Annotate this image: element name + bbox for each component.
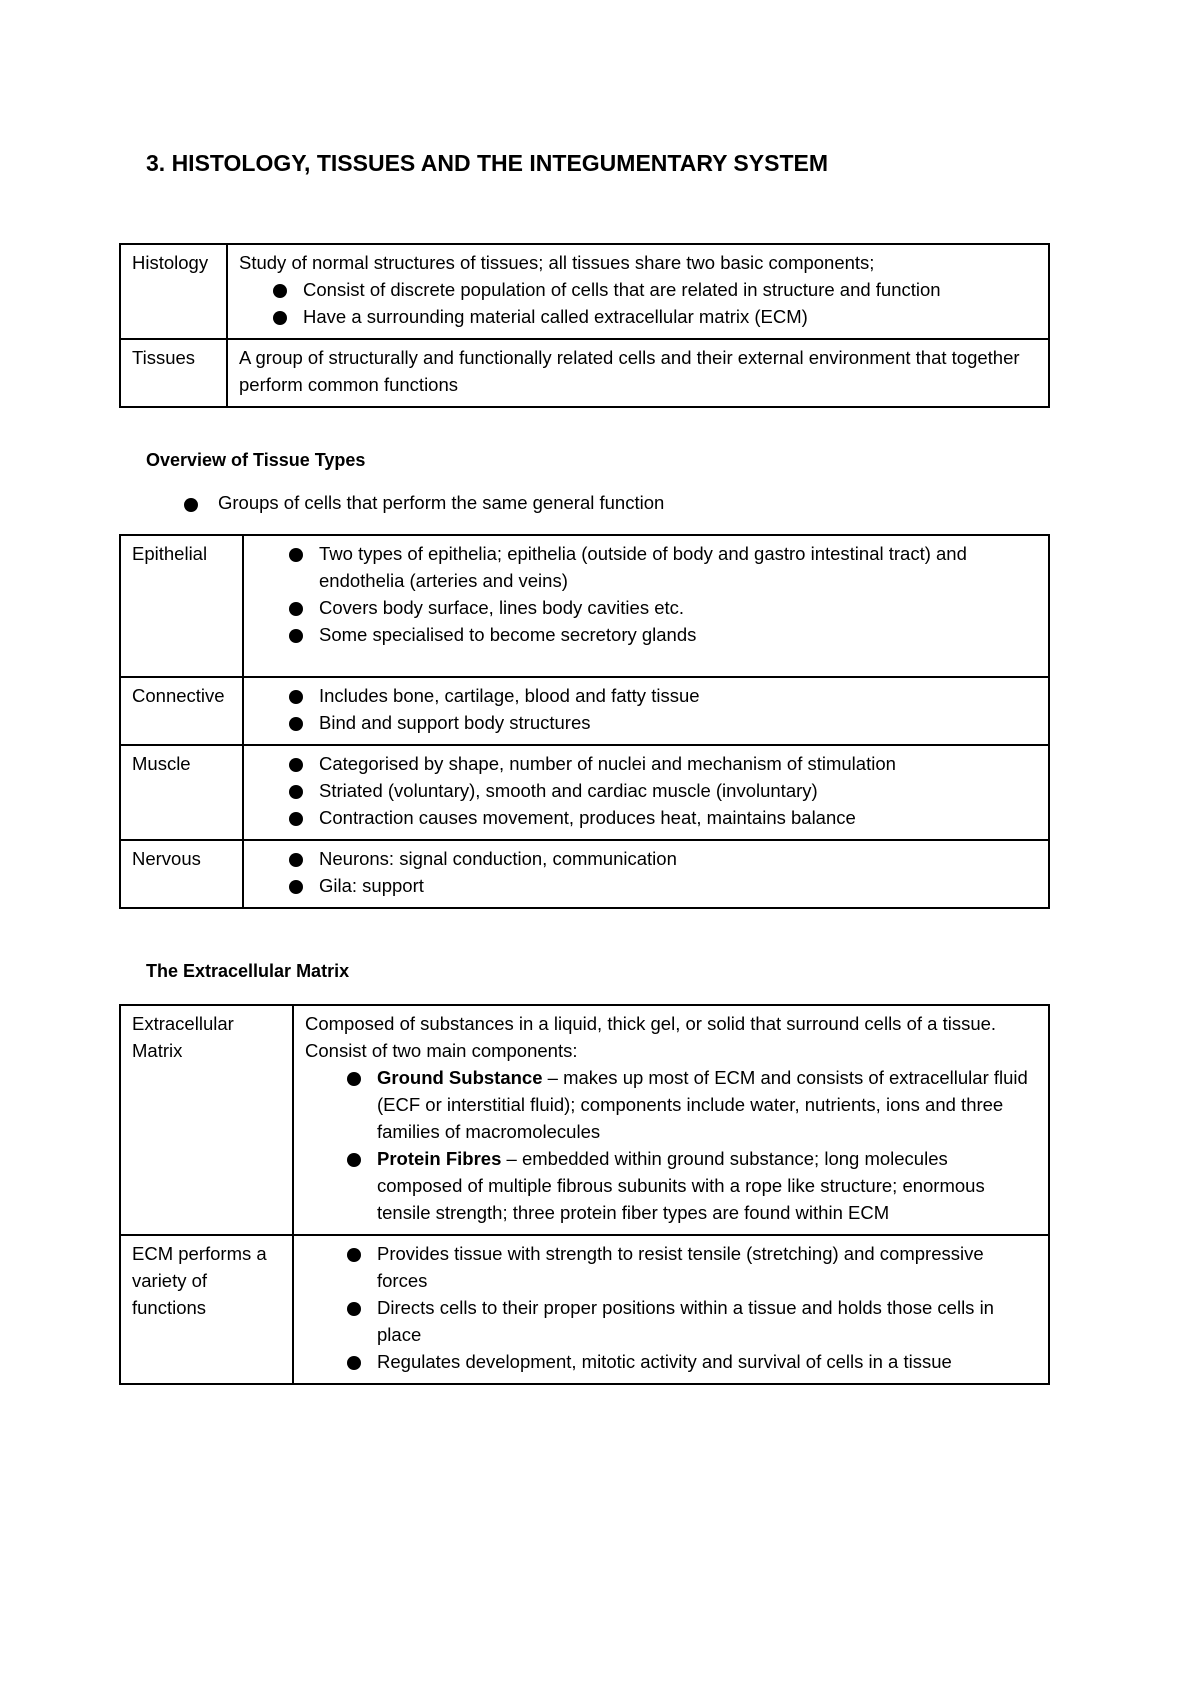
bullet-icon	[289, 785, 303, 799]
list-item	[285, 845, 1037, 872]
term-histology: Histology	[132, 252, 209, 273]
bullet-icon	[289, 602, 303, 616]
bullet-icon	[347, 1248, 361, 1262]
term-cell	[120, 745, 243, 840]
overview-intro-bullet	[182, 492, 664, 514]
list-item-text: Groups of cells that perform the same general function	[218, 492, 665, 513]
list-item-text: Striated (voluntary), smooth and cardiac muscle (involuntary)	[319, 780, 818, 801]
tissues-text: A group of structurally and functionally related cells and their external environment that together perform common functions	[239, 347, 1020, 395]
bullet-icon	[347, 1356, 361, 1370]
term-tissues: Tissues	[132, 347, 196, 368]
list-item	[343, 1294, 1037, 1348]
term-connective: Connective	[132, 685, 225, 706]
list-item-text: Covers body surface, lines body cavities etc.	[319, 597, 685, 618]
term-cell	[120, 840, 243, 908]
description-cell	[227, 339, 1049, 407]
list-item	[285, 621, 1037, 648]
term-muscle: Muscle	[132, 753, 191, 774]
list-item	[285, 750, 1037, 777]
description-cell	[243, 745, 1049, 840]
list-item-text: Neurons: signal conduction, communication	[319, 848, 677, 869]
list-item	[285, 594, 1037, 621]
list-item	[285, 540, 1037, 594]
list-item-text: Consist of discrete population of cells that are related in structure and function	[303, 279, 941, 300]
bullet-icon	[273, 284, 287, 298]
bullet-icon	[289, 880, 303, 894]
term-cell	[120, 535, 243, 677]
list-item	[343, 1145, 1037, 1226]
list-item-text: Directs cells to their proper positions within a tissue and holds those cells in place	[377, 1297, 994, 1345]
term-epithelial: Epithelial	[132, 543, 208, 564]
definitions-table	[119, 243, 1050, 408]
page-title: 3. HISTOLOGY, TISSUES AND THE INTEGUMENTARY SYSTEM	[146, 150, 828, 176]
term-cell	[120, 677, 243, 745]
nervous-bullet-list	[255, 845, 1037, 899]
histology-text: Study of normal structures of tissues; all tissues share two basic components;	[239, 252, 875, 273]
overview-heading: Overview of Tissue Types	[146, 450, 366, 470]
list-item-text: Categorised by shape, number of nuclei and mechanism of stimulation	[319, 753, 896, 774]
ecm-table	[119, 1004, 1050, 1385]
list-item-text: Includes bone, cartilage, blood and fatty tissue	[319, 685, 700, 706]
histology-bullet-list	[239, 276, 1037, 330]
table-row	[120, 535, 1049, 677]
list-item	[343, 1348, 1037, 1375]
bullet-icon	[347, 1072, 361, 1086]
list-item	[285, 777, 1037, 804]
description-cell	[243, 677, 1049, 745]
description-cell	[293, 1005, 1049, 1235]
list-item	[269, 276, 1037, 303]
term-cell	[120, 244, 227, 339]
list-item	[285, 804, 1037, 831]
term-cell	[120, 1005, 293, 1235]
list-item-text: Two types of epithelia; epithelia (outside of body and gastro intestinal tract) and endothelia (arteries and veins)	[319, 543, 967, 591]
term-cell	[120, 339, 227, 407]
table-row	[120, 1005, 1049, 1235]
tissue-types-table	[119, 534, 1050, 909]
ecm-heading: The Extracellular Matrix	[146, 961, 350, 981]
table-row	[120, 677, 1049, 745]
list-item	[343, 1064, 1037, 1145]
list-item	[285, 709, 1037, 736]
description-cell	[243, 840, 1049, 908]
table-row	[120, 745, 1049, 840]
table-row	[120, 1235, 1049, 1384]
bullet-icon	[289, 758, 303, 772]
list-item-lead: Ground Substance	[377, 1067, 543, 1088]
list-item-lead: Protein Fibres	[377, 1148, 502, 1169]
list-item-text: Have a surrounding material called extracellular matrix (ECM)	[303, 306, 808, 327]
term-cell	[120, 1235, 293, 1384]
table-row	[120, 244, 1049, 339]
ecm-functions-list	[305, 1240, 1037, 1375]
description-cell	[293, 1235, 1049, 1384]
bullet-icon	[289, 629, 303, 643]
description-cell	[227, 244, 1049, 339]
bullet-icon	[273, 311, 287, 325]
epithelial-bullet-list	[255, 540, 1037, 648]
bullet-icon	[289, 548, 303, 562]
list-item-text: Gila: support	[319, 875, 424, 896]
list-item	[269, 303, 1037, 330]
list-item-text: – makes up most of ECM and consists of extracellular fluid (ECF or interstitial fluid); components include water, nutrients, ions and three families of macromolecules	[377, 1067, 1028, 1142]
table-row	[120, 339, 1049, 407]
list-item-text: – embedded within ground substance; long molecules composed of multiple fibrous subunits with a rope like structure; enormous tensile strength; three protein fiber types are found within ECM	[377, 1148, 985, 1223]
bullet-icon	[347, 1302, 361, 1316]
muscle-bullet-list	[255, 750, 1037, 831]
table-row	[120, 840, 1049, 908]
term-extracellular-matrix: Extracellular Matrix	[132, 1013, 234, 1061]
bullet-icon	[289, 812, 303, 826]
connective-bullet-list	[255, 682, 1037, 736]
list-item-text: Contraction causes movement, produces heat, maintains balance	[319, 807, 856, 828]
bullet-icon	[184, 498, 198, 512]
bullet-icon	[289, 690, 303, 704]
ecm-components-list	[305, 1064, 1037, 1226]
list-item-text: Regulates development, mitotic activity and survival of cells in a tissue	[377, 1351, 952, 1372]
term-nervous: Nervous	[132, 848, 201, 869]
bullet-icon	[347, 1153, 361, 1167]
list-item-text: Some specialised to become secretory glands	[319, 624, 697, 645]
description-cell	[243, 535, 1049, 677]
bullet-icon	[289, 717, 303, 731]
list-item	[343, 1240, 1037, 1294]
list-item-text: Provides tissue with strength to resist tensile (stretching) and compressive forces	[377, 1243, 984, 1291]
list-item	[285, 682, 1037, 709]
ecm-text: Composed of substances in a liquid, thick gel, or solid that surround cells of a tissue. Consist of two main components:	[305, 1013, 997, 1061]
list-item	[285, 872, 1037, 899]
term-ecm-functions: ECM performs a variety of functions	[132, 1243, 267, 1318]
list-item-text: Bind and support body structures	[319, 712, 591, 733]
bullet-icon	[289, 853, 303, 867]
